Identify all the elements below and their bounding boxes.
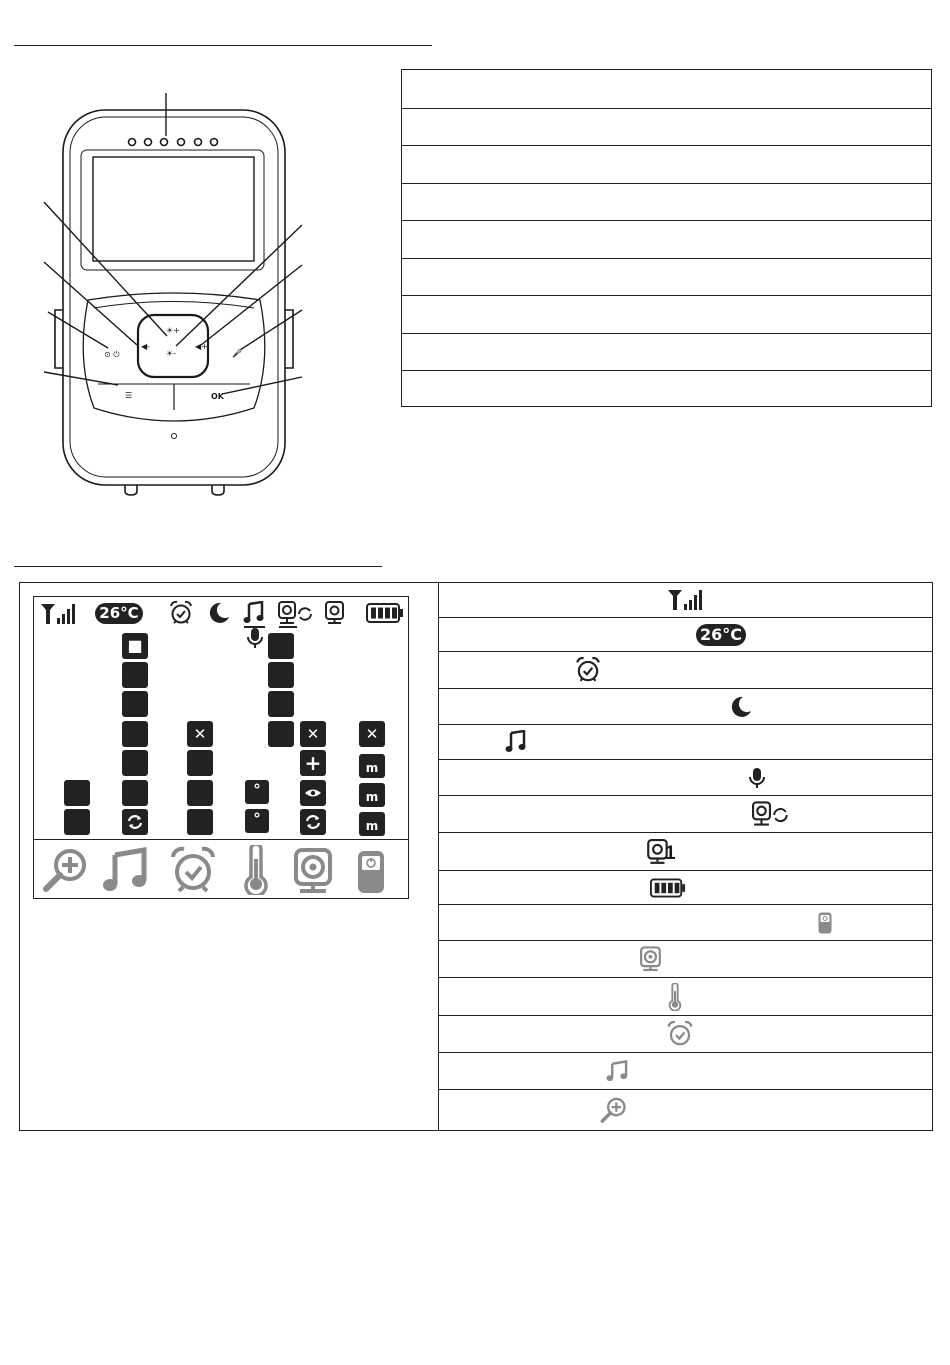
microphone-icon	[247, 627, 263, 649]
cycle-icon	[300, 809, 326, 835]
memory-button-square: m	[359, 812, 385, 836]
camera-icon	[325, 601, 345, 625]
menu-button-square	[122, 662, 148, 688]
table-row	[439, 760, 933, 796]
music-note-icon	[102, 847, 148, 893]
svg-text:🎤: 🎤	[232, 349, 242, 358]
moon-icon	[208, 602, 230, 624]
table-row	[402, 295, 931, 333]
table-row	[402, 370, 931, 406]
menu-button-square	[268, 691, 294, 717]
close-button-square: ✕	[300, 721, 326, 747]
signal-strength-icon	[41, 603, 77, 625]
table-row	[402, 333, 931, 371]
table-row	[439, 905, 933, 941]
thermometer-icon	[667, 983, 683, 1011]
degree-button-square: °	[245, 809, 269, 833]
menu-button-square	[122, 721, 148, 747]
eye-icon	[300, 780, 326, 806]
moon-icon	[730, 695, 752, 719]
svg-text:☀-: ☀-	[166, 349, 177, 358]
thermometer-icon	[241, 845, 271, 895]
temperature-readout: 26°C	[95, 603, 143, 624]
camera-number: 1	[665, 843, 676, 864]
table-row	[439, 725, 933, 760]
alarm-clock-icon	[575, 656, 601, 684]
music-note-icon	[505, 730, 527, 754]
camera-icon	[640, 946, 662, 972]
music-note-icon	[243, 601, 265, 625]
table-row	[439, 1016, 933, 1053]
camera-cycle-icon	[278, 601, 314, 625]
svg-text:◀-: ◀-	[141, 342, 151, 351]
svg-text:☀+: ☀+	[166, 326, 180, 335]
section-rule-bottom	[14, 566, 382, 567]
table-row	[402, 183, 931, 221]
cycle-button-square	[122, 809, 148, 835]
table-row	[402, 258, 931, 296]
controls-table	[401, 69, 932, 407]
menu-button-square	[268, 633, 294, 659]
battery-icon	[366, 603, 404, 623]
svg-text:⊙ ⏻: ⊙ ⏻	[104, 350, 120, 359]
table-row	[439, 689, 933, 725]
table-row	[439, 978, 933, 1016]
table-row	[439, 582, 933, 618]
menu-button-square	[268, 662, 294, 688]
table-row	[439, 1090, 933, 1129]
zoom-in-icon	[42, 847, 90, 893]
menu-button-square	[187, 750, 213, 776]
lcd-separator	[33, 839, 409, 840]
svg-text:☰: ☰	[125, 391, 133, 400]
menu-button-square	[268, 721, 294, 747]
camera-icon	[294, 848, 334, 894]
view-button-square	[300, 780, 326, 806]
table-row	[402, 145, 931, 183]
table-row	[402, 70, 931, 108]
battery-icon	[650, 878, 686, 897]
menu-button-square	[187, 809, 213, 835]
table-row	[439, 871, 933, 905]
svg-text:◀+: ◀+	[195, 342, 208, 351]
temperature-readout: 26°C	[696, 624, 746, 646]
table-row	[439, 1053, 933, 1090]
menu-button-square	[64, 809, 90, 835]
cycle-button-square	[300, 809, 326, 835]
table-row	[439, 618, 933, 652]
power-icon	[818, 911, 832, 935]
menu-button-square	[122, 750, 148, 776]
microphone-icon	[749, 766, 765, 790]
camera-underline	[279, 626, 297, 628]
menu-button-square	[122, 780, 148, 806]
close-button-square: ✕	[359, 721, 385, 747]
table-row	[402, 220, 931, 258]
alarm-clock-icon	[169, 600, 193, 626]
monitor-device-diagram	[40, 85, 310, 500]
table-row	[402, 108, 931, 146]
memory-button-square: m	[359, 783, 385, 807]
table-row	[439, 796, 933, 833]
ok-button-label: OK	[211, 392, 224, 401]
close-button-square: ✕	[187, 721, 213, 747]
zoom-in-icon	[600, 1096, 628, 1124]
alarm-clock-icon	[170, 846, 216, 894]
music-note-icon	[606, 1059, 628, 1083]
section-rule-top	[14, 45, 432, 46]
plus-button-square: +	[300, 750, 326, 776]
power-icon	[357, 850, 385, 894]
memory-button-square: m	[359, 754, 385, 778]
camera-cycle-icon	[752, 801, 790, 827]
degree-button-square: °	[245, 780, 269, 804]
alarm-clock-icon	[667, 1020, 693, 1048]
menu-button-square	[187, 780, 213, 806]
menu-button-square	[64, 780, 90, 806]
table-row	[439, 652, 933, 689]
menu-button-square	[122, 691, 148, 717]
table-row	[439, 833, 933, 871]
stop-button-square: ■	[122, 633, 148, 659]
cycle-icon	[122, 809, 148, 835]
table-row	[439, 941, 933, 978]
signal-strength-icon	[668, 589, 704, 611]
